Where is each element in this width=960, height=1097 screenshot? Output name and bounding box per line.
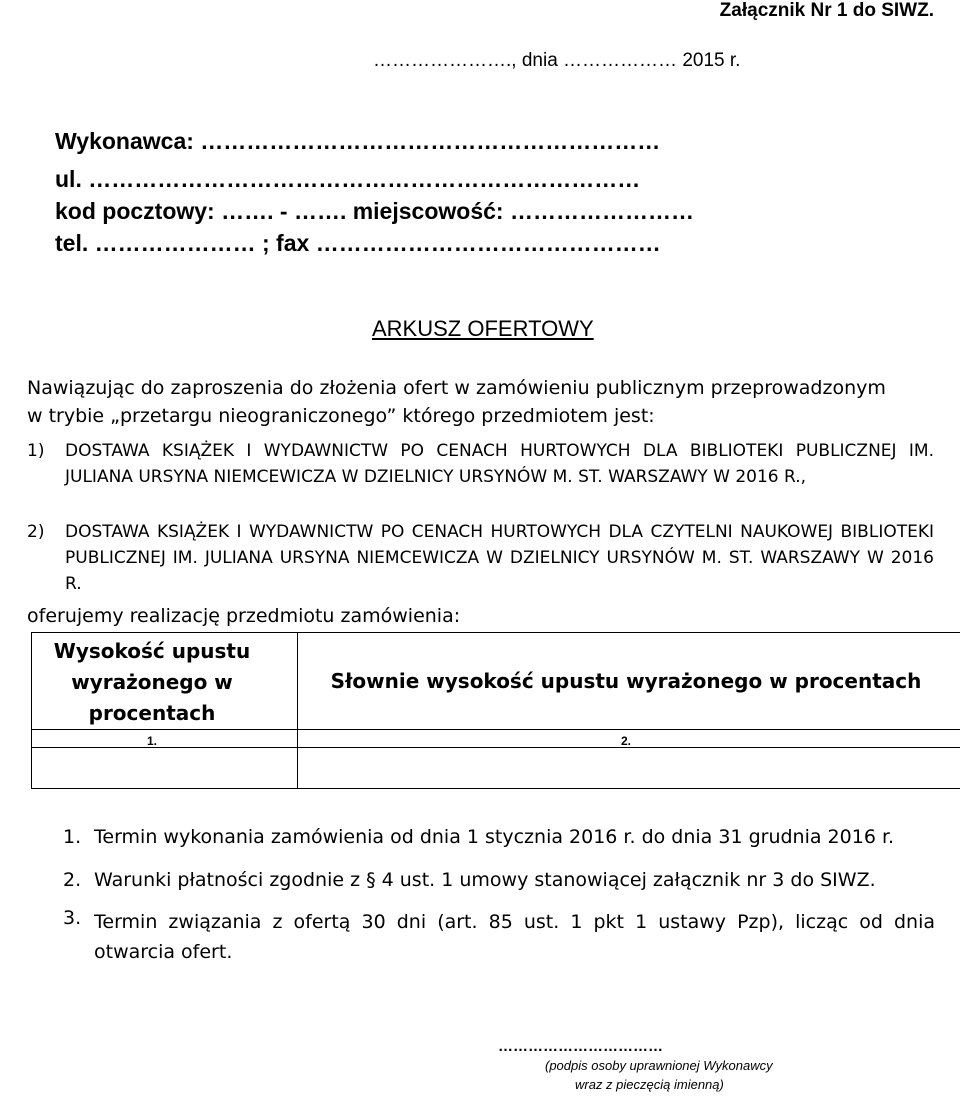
column-number-2: 2. [621, 734, 632, 748]
offer-line: oferujemy realizację przedmiotu zamówienia: [27, 605, 461, 627]
table-top-border [31, 632, 960, 633]
intro-line-1: Nawiązując do zaproszenia do złożenia ofert w zamówieniu publicznym przeprowadzonym [27, 377, 886, 399]
table-number-divider [31, 747, 960, 748]
discount-table [31, 632, 960, 789]
signature-caption-line-2: wraz z pieczęcią imienną) [575, 1077, 724, 1092]
table-header-divider [31, 729, 960, 730]
table-column-divider [297, 632, 298, 789]
place-date-line: …………………., dnia ……………… 2015 r. [373, 50, 741, 71]
order-item-number: 2) [27, 522, 45, 542]
intro-line-2: w trybie „przetargu nieograniczonego” którego przedmiotem jest: [27, 405, 655, 427]
order-item-text: DOSTAWA KSIĄŻEK I WYDAWNICTW PO CENACH HURTOWYCH DLA CZYTELNI NAUKOWEJ BIBLIOTEKI PUBLICZNEJ IM. JULIANA URSYNA NIEMCEWICZA W DZIELNICY URSYNÓW M. ST. WARSZAWY W 2016 R. [65, 522, 934, 594]
condition-number: 2. [63, 869, 82, 891]
discount-percent-cell[interactable] [33, 749, 295, 786]
contractor-street-line: ul. ……………………………………………………………… [55, 166, 641, 192]
signature-caption-line-1: (podpis osoby uprawnionej Wykonawcy [545, 1058, 773, 1073]
condition-text: Warunki płatności zgodnie z § 4 ust. 1 umowy stanowiącej załącznik nr 3 do SIWZ. [94, 869, 876, 891]
discount-percent-header: Wysokość upustu wyrażonego w procentach [53, 639, 251, 725]
order-item-number: 1) [27, 441, 45, 461]
contractor-phone-fax-line: tel. ………………… ; fax ……………………………………… [55, 230, 661, 256]
condition-number: 1. [63, 826, 82, 848]
condition-3 [63, 907, 935, 967]
discount-words-header: Słownie wysokość upustu wyrażonego w procentach [330, 669, 922, 693]
condition-text: Termin związania z ofertą 30 dni (art. 85 ust. 1 pkt 1 ustawy Pzp), licząc od dnia otwarcia ofert. [94, 911, 935, 963]
annex-label: Załącznik Nr 1 do SIWZ. [719, 0, 934, 21]
condition-number: 3. [63, 907, 82, 929]
discount-words-cell[interactable] [299, 749, 958, 786]
order-item-2 [27, 519, 934, 597]
document-title: ARKUSZ OFERTOWY [372, 316, 594, 341]
contractor-name-line: Wykonawca: …………………………………………………… [55, 128, 661, 154]
signature-line: …………………………… [498, 1038, 663, 1055]
condition-text: Termin wykonania zamówienia od dnia 1 stycznia 2016 r. do dnia 31 grudnia 2016 r. [94, 826, 895, 848]
order-item-1 [27, 438, 934, 490]
contractor-postal-line: kod pocztowy: ……. - ……. miejscowość: …………………… [55, 198, 694, 224]
order-item-text: DOSTAWA KSIĄŻEK I WYDAWNICTW PO CENACH HURTOWYCH DLA BIBLIOTEKI PUBLICZNEJ IM. JULIANA URSYNA NIEMCEWICZA W DZIELNICY URSYNÓW M. ST. WARSZAWY W 2016 R., [65, 441, 934, 487]
table-bottom-border [31, 788, 960, 789]
column-number-1: 1. [147, 734, 158, 748]
